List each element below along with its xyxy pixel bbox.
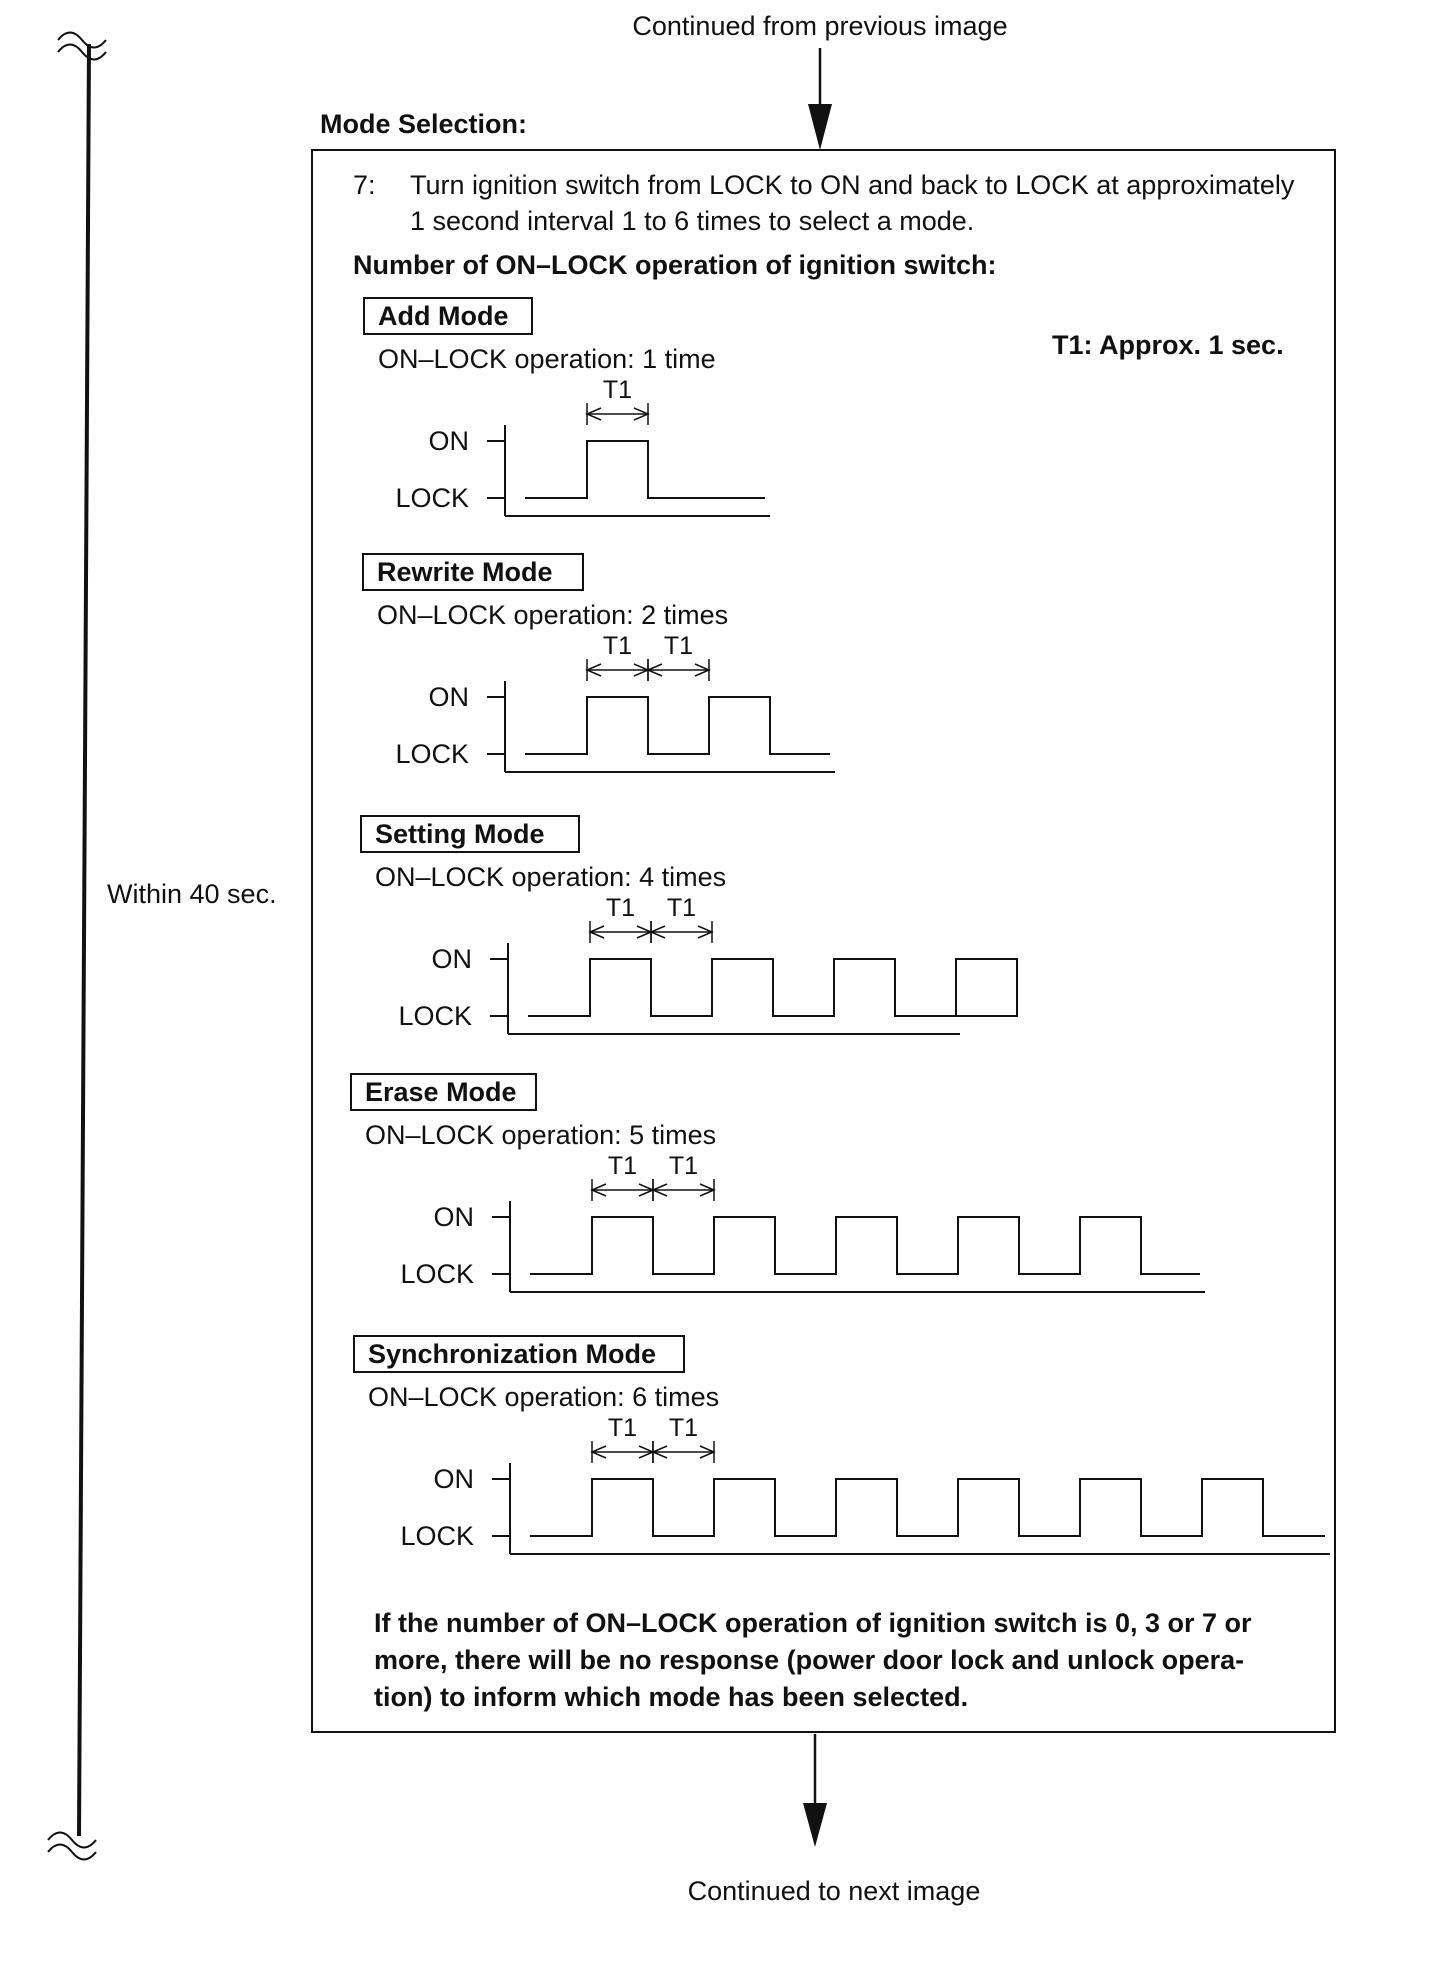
step-number: 7: (353, 170, 376, 200)
mode-operation: ON–LOCK operation: 2 times (377, 600, 729, 630)
lock-level-label: LOCK (398, 1001, 472, 1031)
incoming-arrow-head (808, 104, 832, 150)
signal-waveform (530, 1479, 1325, 1536)
signal-waveform (528, 959, 1017, 1016)
lock-level-label: LOCK (395, 483, 469, 513)
mode-title: Add Mode (378, 301, 509, 331)
footnote-line2: more, there will be no response (power door lock and unlock opera- (374, 1645, 1245, 1675)
mode-group (363, 554, 835, 772)
t1-label: T1 (602, 632, 633, 660)
continued-to-label: Continued to next image (687, 1876, 981, 1906)
mode-operation: ON–LOCK operation: 6 times (368, 1382, 720, 1412)
mode-group (364, 298, 770, 516)
outgoing-arrow-head (803, 1803, 827, 1847)
mode-operation: ON–LOCK operation: 4 times (375, 862, 727, 892)
subheading: Number of ON–LOCK operation of ignition switch: (353, 250, 997, 280)
step-text-line1: Turn ignition switch from LOCK to ON and back to LOCK at approximately (410, 170, 1295, 200)
timer-label: Within 40 sec. (107, 879, 277, 909)
timeline-line (79, 44, 89, 1836)
signal-waveform (525, 697, 830, 754)
footnote-line1: If the number of ON–LOCK operation of ignition switch is 0, 3 or 7 or (374, 1608, 1252, 1638)
t1-label: T1 (607, 1152, 638, 1180)
mode-title: Synchronization Mode (368, 1339, 657, 1369)
mode-title: Erase Mode (365, 1077, 517, 1107)
on-level-label: ON (433, 1464, 474, 1494)
on-level-label: ON (433, 1202, 474, 1232)
on-level-label: ON (428, 682, 469, 712)
lock-level-label: LOCK (395, 739, 469, 769)
mode-group (354, 1336, 1330, 1554)
section-title: Mode Selection: (320, 109, 528, 139)
lock-level-label: LOCK (400, 1521, 474, 1551)
mode-title: Rewrite Mode (377, 557, 553, 587)
t1-label: T1 (607, 1414, 638, 1442)
t1-label: T1 (605, 894, 636, 922)
modes-layer (351, 298, 1330, 1554)
t1-label: T1 (668, 1152, 699, 1180)
on-level-label: ON (428, 426, 469, 456)
mode-operation: ON–LOCK operation: 1 time (378, 344, 716, 374)
t1-note: T1: Approx. 1 sec. (1052, 330, 1284, 360)
mode-selection-frame (312, 150, 1335, 1732)
mode-operation: ON–LOCK operation: 5 times (365, 1120, 717, 1150)
mode-title: Setting Mode (375, 819, 545, 849)
mode-group (351, 1074, 1205, 1292)
continued-from-label: Continued from previous image (632, 11, 1008, 41)
signal-waveform (530, 1217, 1200, 1274)
signal-waveform (525, 441, 765, 498)
t1-label: T1 (663, 632, 694, 660)
t1-label: T1 (666, 894, 697, 922)
footnote-line3: tion) to inform which mode has been selected. (374, 1682, 969, 1712)
mode-group (361, 816, 1017, 1034)
on-level-label: ON (431, 944, 472, 974)
t1-label: T1 (602, 376, 633, 404)
t1-label: T1 (668, 1414, 699, 1442)
step-text-line2: 1 second interval 1 to 6 times to select a mode. (410, 206, 975, 236)
lock-level-label: LOCK (400, 1259, 474, 1289)
